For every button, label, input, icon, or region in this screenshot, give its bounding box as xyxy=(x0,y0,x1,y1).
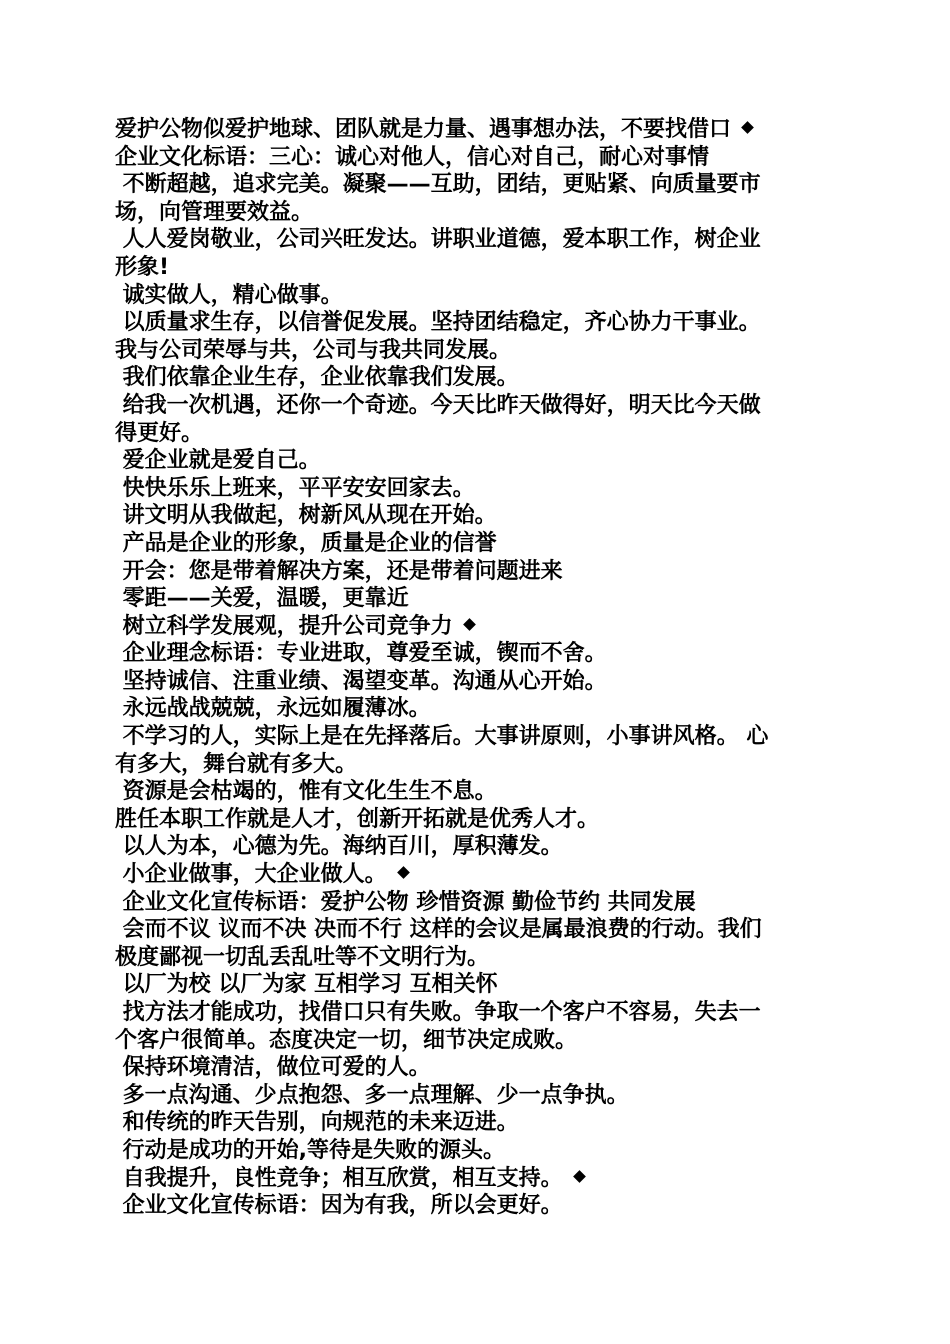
text-line-content: 快快乐乐上班来，平平安安回家去。 xyxy=(115,475,475,501)
text-line xyxy=(115,364,827,392)
text-line xyxy=(115,640,827,668)
text-line-content: 和传统的昨天告别，向规范的未来迈进。 xyxy=(115,1110,519,1136)
text-line-content: 资源是会枯竭的，惟有文化生生不息。 xyxy=(115,779,497,805)
text-line-content: 以厂为校 以厂为家 互相学习 互相关怀 xyxy=(115,972,498,998)
text-line-content: 树立科学发展观，提升公司竞争力 xyxy=(115,613,453,639)
text-line xyxy=(115,723,827,751)
text-line xyxy=(115,999,827,1027)
text-line xyxy=(115,254,827,282)
text-line xyxy=(115,668,827,696)
text-line xyxy=(115,751,827,779)
text-line-content: 坚持诚信、注重业绩、渴望变革。沟通从心开始。 xyxy=(115,668,607,694)
text-line-content: 场，向管理要效益。 xyxy=(115,199,314,225)
text-line-content: 爱企业就是爱自己。 xyxy=(115,448,321,474)
text-line xyxy=(115,971,827,999)
text-line xyxy=(115,337,827,365)
text-line-content: 找方法才能成功，找借口只有失败。争取一个客户不容易，失去一 xyxy=(115,1000,761,1025)
text-line-content: 多一点沟通、少点抱怨、多一点理解、少一点争执。 xyxy=(115,1082,629,1108)
text-line xyxy=(115,1165,827,1193)
text-line xyxy=(115,889,827,917)
text-line xyxy=(115,392,827,420)
text-line-content: 行动是成功的开始,等待是失败的源头。 xyxy=(115,1137,506,1163)
text-line xyxy=(115,420,827,448)
text-line-content: 小企业做事，大企业做人。 xyxy=(115,862,387,888)
text-line xyxy=(115,116,827,144)
text-line xyxy=(115,475,827,503)
text-line-content: 我们依靠企业生存，企业依靠我们发展。 xyxy=(115,365,519,391)
text-line xyxy=(115,1082,827,1110)
text-line-content: 企业理念标语：专业进取，尊爱至诚，锲而不舍。 xyxy=(115,641,607,667)
diamond-bullet-icon xyxy=(463,618,476,631)
diamond-bullet-icon xyxy=(397,866,410,879)
text-line-content: 保持环境清洁，做位可爱的人。 xyxy=(115,1055,431,1081)
text-line xyxy=(115,1109,827,1137)
text-line-content: 企业文化宣传标语：因为有我，所以会更好。 xyxy=(115,1193,563,1219)
text-line xyxy=(115,833,827,861)
text-line-content: 以人为本，心德为先。海纳百川，厚积薄发。 xyxy=(115,834,563,860)
diamond-bullet-icon xyxy=(573,1170,586,1183)
text-line-content: 不断超越，追求完美。凝聚——互助，团结，更贴紧、向质量要市 xyxy=(115,172,761,198)
text-line xyxy=(115,1054,827,1082)
text-line-content: 我与公司荣辱与共，公司与我共同发展。 xyxy=(115,337,512,363)
text-line xyxy=(115,1027,827,1055)
text-line-content: 给我一次机遇，还你一个奇迹。今天比昨天做得好，明天比今天做 xyxy=(115,392,761,418)
text-line-content: 有多大，舞台就有多大。 xyxy=(115,751,358,777)
text-line xyxy=(115,447,827,475)
text-line xyxy=(115,282,827,310)
text-line xyxy=(115,309,827,337)
text-line-content: 会而不议 议而不决 决而不行 这样的会议是属最浪费的行动。我们 xyxy=(115,917,762,943)
text-line xyxy=(115,1192,827,1220)
text-line-content: 得更好。 xyxy=(115,420,204,446)
text-line-content: 形象! xyxy=(115,254,170,280)
text-line-content: 个客户很简单。态度决定一切，细节决定成败。 xyxy=(115,1027,578,1053)
text-line xyxy=(115,806,827,834)
text-line xyxy=(115,916,827,944)
text-line-content: 胜任本职工作就是人才，创新开拓就是优秀人才。 xyxy=(115,806,600,832)
text-line xyxy=(115,1137,827,1165)
text-line xyxy=(115,226,827,254)
text-line-content: 以质量求生存，以信誉促发展。坚持团结稳定，齐心协力干事业。 xyxy=(115,310,761,336)
text-line-content: 诚实做人，精心做事。 xyxy=(115,282,343,308)
text-line-content: 产品是企业的形象，质量是企业的信誉 xyxy=(115,530,497,556)
text-line xyxy=(115,502,827,530)
text-line xyxy=(115,585,827,613)
text-line xyxy=(115,613,827,641)
text-line xyxy=(115,778,827,806)
text-line-content: 企业文化标语：三心：诚心对他人，信心对自己，耐心对事情 xyxy=(115,144,710,170)
text-line xyxy=(115,530,827,558)
text-line xyxy=(115,558,827,586)
text-line xyxy=(115,199,827,227)
text-line-content: 讲文明从我做起，树新风从现在开始。 xyxy=(115,503,497,529)
diamond-bullet-icon xyxy=(741,121,754,134)
text-line-content: 零距——关爱，温暖，更靠近 xyxy=(115,586,409,612)
text-line-content: 极度鄙视一切乱丢乱吐等不文明行为。 xyxy=(115,944,490,970)
text-line-content: 永远战战兢兢，永远如履薄冰。 xyxy=(115,696,431,722)
text-line-content: 企业文化宣传标语：爱护公物 珍惜资源 勤俭节约 共同发展 xyxy=(115,889,696,915)
text-line-content: 爱护公物似爱护地球、团队就是力量、遇事想办法，不要找借口 xyxy=(115,117,732,142)
text-line-content: 开会：您是带着解决方案，还是带着问题进来 xyxy=(115,558,563,584)
text-line xyxy=(115,944,827,972)
text-line xyxy=(115,695,827,723)
text-line-content: 人人爱岗敬业，公司兴旺发达。讲职业道德，爱本职工作，树企业 xyxy=(115,227,761,253)
text-line-content: 不学习的人，实际上是在先择落后。大事讲原则，小事讲风格。 心 xyxy=(115,724,769,750)
text-line xyxy=(115,171,827,199)
text-line xyxy=(115,861,827,889)
text-line xyxy=(115,144,827,172)
document-body xyxy=(115,116,827,1220)
text-line-content: 自我提升，良性竞争；相互欣赏，相互支持。 xyxy=(115,1165,563,1191)
